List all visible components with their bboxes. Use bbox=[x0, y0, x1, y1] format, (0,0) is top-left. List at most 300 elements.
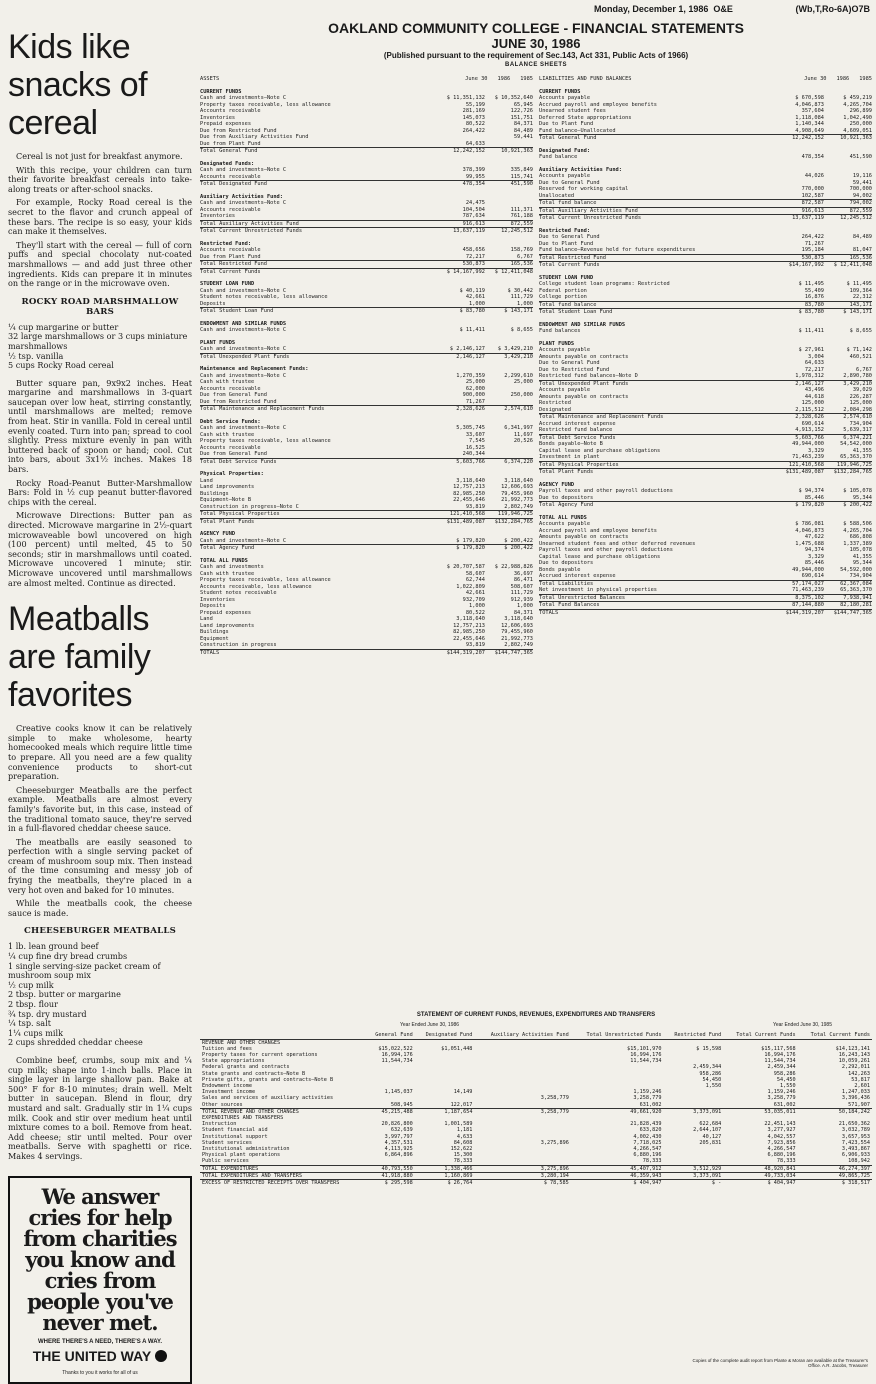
row-value-1985: 65,945 bbox=[513, 101, 533, 108]
a1-paras-item: For example, Rocky Road cereal is the secret to the flavor and crunch appeal of these bars. The recipe is so easy, your kids can make it themselves. bbox=[8, 197, 192, 237]
stmt-cell: 4,002,430 bbox=[633, 1133, 662, 1140]
balance-row bbox=[200, 544, 533, 552]
stmt-cell: 46,274,397 bbox=[798, 1165, 872, 1172]
row-value-1986: 94,374 bbox=[804, 547, 824, 553]
stmt-cell bbox=[474, 1039, 570, 1046]
a2-ing-item: 2 cups shredded cheddar cheese bbox=[8, 1037, 143, 1048]
article1-headline: Kids like snacks of cereal bbox=[8, 28, 148, 142]
row-label: Equipment—Note B bbox=[200, 497, 252, 503]
row-label: Total Current Funds bbox=[539, 262, 600, 268]
row-value-1986: 3,004 bbox=[808, 353, 824, 360]
row-value-1986: 3,118,640 bbox=[456, 477, 485, 484]
row-value-1986: 64,633 bbox=[465, 140, 485, 147]
stmt-cell: 3,997,797 bbox=[384, 1133, 413, 1140]
stmt-cell: 3,373,091 bbox=[664, 1172, 724, 1179]
row-value-1985: 122,726 bbox=[510, 108, 533, 114]
row-label: Total Unrestricted Balances bbox=[539, 594, 626, 601]
row-value-1985: 250,000 bbox=[510, 392, 533, 398]
stmt-cell: 2,459,344 bbox=[693, 1064, 722, 1071]
row-label: Accounts receivable bbox=[200, 385, 261, 392]
stmt-cell: State grants and contracts—Note B bbox=[202, 1070, 306, 1077]
row-value-1985: 84,371 bbox=[513, 609, 533, 616]
stmt-cell: $ 78,585 bbox=[474, 1180, 570, 1187]
row-value-1986: 1,140,344 bbox=[795, 121, 824, 127]
row-label: Amounts payable on contracts bbox=[539, 353, 629, 360]
row-value-1986: 71,267 bbox=[465, 398, 485, 405]
stmt-cell: 15,300 bbox=[453, 1152, 473, 1159]
stmt-cell: 205,831 bbox=[699, 1139, 722, 1146]
row-value-1985: 94,002 bbox=[852, 192, 872, 199]
row-value-1986: 4,046,873 bbox=[795, 527, 824, 534]
row-value-1986: 195,184 bbox=[801, 247, 824, 253]
row-value-1985: 65,363,370 bbox=[840, 454, 872, 460]
row-value-1986: $ 786,081 bbox=[795, 521, 824, 527]
row-value-1986: 2,328,626 bbox=[456, 406, 485, 412]
row-value-1985: 165,536 bbox=[849, 254, 872, 261]
row-value-1985: 12,606,693 bbox=[501, 622, 533, 629]
a1-ing-item: ½ tsp. vanilla bbox=[8, 350, 64, 361]
stmt-cell: 49,661,920 bbox=[571, 1108, 664, 1115]
row-value-1985: 1,000 bbox=[517, 603, 533, 609]
row-value-1986: 2,146,127 bbox=[456, 353, 485, 360]
row-value-1985: 226,287 bbox=[849, 393, 872, 400]
row-value-1985: 872,559 bbox=[510, 220, 533, 227]
row-value-1985: 6,767 bbox=[517, 253, 533, 260]
stmt-cell: 6,906,933 bbox=[841, 1152, 870, 1159]
row-value-1985: 12,606,693 bbox=[501, 484, 533, 490]
row-value-1985: $ 12,411,048 bbox=[833, 262, 872, 268]
row-value-1986: 932,709 bbox=[462, 596, 485, 603]
stmt-cell: 152,622 bbox=[450, 1146, 473, 1153]
stmt-cell bbox=[723, 1039, 797, 1046]
row-label: Due to depositors bbox=[539, 494, 594, 501]
row-label: CURRENT FUNDS bbox=[200, 88, 242, 95]
row-value-1986: $144,319,207 bbox=[785, 609, 824, 616]
stmt-cell: 1,159,246 bbox=[767, 1089, 796, 1096]
stmt-column-header: General Fund bbox=[366, 1032, 415, 1039]
row-value-1986: 85,446 bbox=[804, 560, 824, 566]
stmt-cell: 54,450 bbox=[702, 1076, 722, 1083]
stmt-cell: $1,051,448 bbox=[441, 1045, 473, 1052]
stmt-cell: 2,292,011 bbox=[841, 1064, 870, 1071]
row-value-1986: 104,504 bbox=[462, 206, 485, 213]
a2-dir-item: Combine beef, crumbs, soup mix and ¼ cup milk; shape into 1-inch balls. Place in single layer in large shallow pan. Bake at 500° F for 8-10 minutes; drain well. Melt butter in saucepan. Blend in flour, dry mustard and salt. Gradually stir in 1¼ cups milk. Cook and stir over medium heat until mixture comes to a boil. Remove from heat. Add cheese; stir until melted. Pour over meatballs. Serve with spaghetti or rice. Makes 4 servings. bbox=[8, 1054, 192, 1161]
stmt-cell: 14,149 bbox=[453, 1089, 473, 1096]
row-value-1985: 41,355 bbox=[852, 447, 872, 454]
row-value-1985: $ 200,422 bbox=[504, 537, 533, 544]
row-label: Designated bbox=[539, 406, 571, 413]
a2-ing-item: 1¼ cups milk bbox=[8, 1027, 63, 1038]
row-value-1985: 95,344 bbox=[852, 494, 872, 501]
page-header bbox=[206, 4, 870, 18]
row-label: AGENCY FUND bbox=[200, 531, 236, 537]
row-value-1986: 530,873 bbox=[801, 254, 824, 261]
row-value-1985: 79,455,960 bbox=[501, 629, 533, 635]
balance-sheets-title: BALANCE SHEETS bbox=[504, 62, 567, 68]
balance-row bbox=[200, 147, 533, 155]
row-value-1985: 508,607 bbox=[510, 583, 533, 590]
stmt-cell: 48,920,841 bbox=[723, 1165, 797, 1172]
row-value-1986: 49,944,000 bbox=[792, 441, 824, 447]
row-label: Due to depositors bbox=[539, 560, 594, 566]
row-value-1985: $ 459,219 bbox=[843, 95, 872, 101]
stmt-cell: 6,864,896 bbox=[384, 1152, 413, 1159]
row-label: Total Restricted Fund bbox=[200, 261, 267, 267]
article1-body bbox=[8, 152, 192, 289]
row-value-1986: 72,217 bbox=[804, 366, 824, 373]
row-value-1985: $ 12,411,048 bbox=[494, 268, 533, 275]
row-label: Investment in plant bbox=[539, 454, 600, 460]
stmt-cell: 2,601 bbox=[854, 1083, 870, 1090]
row-value-1986: 12,757,213 bbox=[453, 484, 485, 490]
a1-ing-item: 32 large marshmallows or 3 cups miniature marshmallows bbox=[8, 331, 188, 351]
row-label: PLANT FUNDS bbox=[200, 339, 236, 346]
row-label: Payroll taxes and other payroll deductions bbox=[539, 488, 673, 494]
row-label: Bonds payable bbox=[539, 566, 581, 573]
row-value-1986: 22,455,646 bbox=[453, 635, 485, 642]
row-label: Total Agency Fund bbox=[200, 545, 255, 551]
stmt-cell: Public services bbox=[202, 1158, 249, 1165]
row-value-1985: 22,312 bbox=[852, 294, 872, 300]
row-label: Accrued interest expense bbox=[539, 420, 616, 427]
row-label: Accounts payable bbox=[539, 95, 591, 101]
row-value-1986: 12,757,213 bbox=[453, 622, 485, 629]
stmt-cell: 53,817 bbox=[851, 1076, 870, 1083]
row-label: Due from Plant Fund bbox=[200, 253, 261, 260]
stmt-cell: $ 15,598 bbox=[696, 1045, 722, 1052]
row-value-1986: 71,463,239 bbox=[792, 454, 824, 460]
row-value-1985: 59,441 bbox=[852, 179, 872, 186]
row-value-1986: 102,587 bbox=[801, 192, 824, 199]
stmt-cell bbox=[474, 1158, 570, 1165]
row-value-1985: 54,542,000 bbox=[840, 441, 872, 447]
stmt-cell: 10,059,261 bbox=[838, 1058, 870, 1065]
row-value-1985: 3,429,210 bbox=[504, 353, 533, 360]
a1-dir-item: Butter square pan, 9x9x2 inches. Heat margarine and marshmallows in 3-quart saucepan over low heat, stirring constantly, until marshmallows are melted; remove from heat. Stir in vanilla. Fold in cereal until evenly coated. Turn into pan; spread to cool slightly. Press mixture evenly in pan with buttered back of spoon or hand; cool. Cut into bars, about 3x1½ inches. Makes 18 bars. bbox=[8, 377, 192, 475]
stmt-cell: REVENUE AND OTHER CHANGES bbox=[202, 1039, 281, 1046]
stmt-cell: $ 318,517 bbox=[798, 1180, 872, 1187]
a2-ing-item: 2 tbsp. butter or margarine bbox=[8, 989, 121, 1000]
row-value-1986: 264,422 bbox=[801, 234, 824, 240]
row-value-1986: 240,344 bbox=[462, 451, 485, 457]
row-value-1986: 5,603,766 bbox=[795, 434, 824, 441]
row-label: Total Maintenance and Replacement Funds bbox=[200, 406, 325, 412]
row-value-1986: 1,022,809 bbox=[456, 583, 485, 590]
ad-small-print: Thanks to you it works for all of us bbox=[62, 1369, 138, 1376]
balance-row bbox=[539, 413, 872, 421]
row-label: Accounts receivable bbox=[200, 108, 261, 114]
a2-paras-item: Cheeseburger Meatballs are the perfect example. Meatballs are almost every family's favorite but, in this case, instead of the traditional tomato sauce, they're served in a full-flavored cheddar cheese sauce. bbox=[8, 784, 192, 834]
row-value-1986: 916,613 bbox=[801, 207, 824, 214]
row-value-1985 bbox=[493, 141, 533, 148]
stmt-cell: 46,359,943 bbox=[571, 1172, 664, 1179]
row-value-1985: 111,729 bbox=[510, 590, 533, 596]
stmt-cell: 50,184,242 bbox=[798, 1108, 872, 1115]
balance-row bbox=[200, 227, 533, 235]
balance-row bbox=[200, 268, 533, 276]
row-value-1986: 378,399 bbox=[462, 167, 485, 173]
row-label: Cash and investments—Note C bbox=[200, 327, 287, 333]
row-value-1986: 3,329 bbox=[808, 447, 824, 454]
row-value-1985: 65,363,370 bbox=[840, 587, 872, 593]
row-value-1985: $ 105,078 bbox=[843, 488, 872, 494]
row-value-1985: $ 30,442 bbox=[507, 287, 533, 294]
stmt-cell bbox=[415, 1039, 475, 1046]
row-value-1985: 460,521 bbox=[849, 353, 872, 360]
balance-row bbox=[200, 518, 533, 526]
row-label: Land improvements bbox=[200, 622, 255, 629]
a2-ing-item: 1 single serving-size packet cream of mushroom soup mix bbox=[8, 960, 161, 981]
row-value-1985: 10,921,363 bbox=[501, 148, 533, 154]
row-label: CURRENT FUNDS bbox=[539, 88, 581, 95]
row-value-1986: 13,637,119 bbox=[453, 228, 485, 234]
row-value-1986: 13,637,119 bbox=[792, 215, 824, 221]
row-label: STUDENT LOAN FUND bbox=[539, 274, 594, 281]
row-label: Unearned student fees bbox=[539, 108, 606, 114]
row-value-1986: 264,422 bbox=[462, 127, 485, 134]
stmt-cell: Private gifts, grants and contracts—Note B bbox=[202, 1076, 334, 1083]
stmt-cell: 41,918,880 bbox=[366, 1172, 415, 1179]
ad-logo: THE UNITED WAY bbox=[16, 1348, 184, 1364]
row-label: Total Student Loan Fund bbox=[539, 309, 613, 315]
balance-row bbox=[539, 308, 872, 316]
stmt-cell: EXPENDITURES AND TRANSFERS bbox=[202, 1115, 284, 1122]
stmt-cell: 7,718,025 bbox=[633, 1139, 662, 1146]
row-value-1985: 296,899 bbox=[849, 108, 872, 114]
row-value-1985: 41,355 bbox=[852, 553, 872, 560]
row-value-1986: 58,607 bbox=[465, 570, 485, 577]
row-value-1985: 105,078 bbox=[849, 547, 872, 553]
row-value-1985: 4,609,051 bbox=[843, 127, 872, 134]
stmt-title: STATEMENT OF CURRENT FUNDS, REVENUES, EXPENDITURES AND TRANSFERS bbox=[416, 1012, 656, 1018]
row-value-1985: 20,526 bbox=[513, 438, 533, 444]
row-value-1985: 451,590 bbox=[849, 154, 872, 160]
row-value-1985: 84,489 bbox=[852, 234, 872, 240]
row-label: Student notes receivable, less allowance bbox=[200, 294, 328, 300]
row-label: Due to Plant Fund bbox=[539, 240, 594, 247]
row-value-1985: 2,299,610 bbox=[504, 372, 533, 379]
row-value-1985: 4,265,704 bbox=[843, 527, 872, 534]
row-label: Total Fund Balances bbox=[539, 602, 600, 608]
row-value-1986: $ 179,820 bbox=[456, 537, 485, 544]
row-label: Prepaid expenses bbox=[200, 609, 252, 616]
balance-row bbox=[200, 353, 533, 361]
row-label: Restricted fund balance bbox=[539, 427, 613, 433]
row-value-1986: 145,073 bbox=[462, 114, 485, 121]
stmt-column-header: Total Current Funds bbox=[723, 1032, 797, 1039]
stmt-cell: 22,451,143 bbox=[764, 1121, 796, 1128]
stmt-row bbox=[200, 1180, 872, 1187]
row-label: Inventories bbox=[200, 114, 236, 121]
row-value-1985: 119,946,725 bbox=[836, 461, 872, 468]
row-value-1986: 72,217 bbox=[465, 253, 485, 260]
stmt-cell: Physical plant operations bbox=[202, 1152, 281, 1159]
row-label: Total General Fund bbox=[200, 148, 258, 154]
row-label: Unearned student fees and other deferred revenues bbox=[539, 540, 696, 547]
article2-headline: Meatballs are family favorites bbox=[8, 600, 151, 715]
balance-row bbox=[539, 594, 872, 602]
row-value-1986: 1,978,312 bbox=[795, 373, 824, 379]
row-label: Physical Properties: bbox=[200, 471, 264, 477]
row-value-1985: 10,921,363 bbox=[840, 135, 872, 141]
row-value-1985: 1,337,389 bbox=[843, 540, 872, 547]
stmt-cell: 3,258,779 bbox=[767, 1095, 796, 1102]
stmt-cell bbox=[571, 1039, 664, 1046]
row-label: Property taxes receivable, less allowance bbox=[200, 577, 331, 583]
row-label: Cash and investments—Note C bbox=[200, 346, 287, 352]
balance-columns bbox=[200, 76, 872, 996]
stmt-cell: 6,880,196 bbox=[767, 1152, 796, 1159]
stmt-cell bbox=[664, 1102, 724, 1109]
row-label: Cash and investments—Note C bbox=[200, 167, 287, 173]
row-value-1985: 734,904 bbox=[849, 420, 872, 427]
a2-paras-item: The meatballs are easily seasoned to perfection with a single serving packet of cream of mushroom soup mix. Then instead of the time consuming and messy job of frying the meatballs, they're placed in a very hot oven and baked for 10 minutes. bbox=[8, 836, 192, 895]
row-value-1986: 42,661 bbox=[465, 590, 485, 596]
row-value-1986: 33,607 bbox=[465, 431, 485, 438]
row-value-1985: $ 143,171 bbox=[843, 309, 872, 315]
row-label: Due to General Fund bbox=[539, 234, 600, 240]
balance-row bbox=[539, 434, 872, 442]
row-value-1985: $ 10,352,640 bbox=[494, 95, 533, 101]
row-value-1986: $ 11,495 bbox=[798, 281, 824, 287]
row-value-1986: 47,622 bbox=[804, 534, 824, 540]
stmt-cell: 508,945 bbox=[390, 1101, 413, 1108]
row-value-1986: 458,656 bbox=[462, 247, 485, 253]
row-label: Total Physical Properties bbox=[539, 461, 619, 468]
row-value-1986: 1,118,084 bbox=[795, 114, 824, 121]
a1-paras-item: They'll start with the cereal — full of corn puffs and special chocolaty nut-coated marshmallows — and add just three other ingredients. Kids can prepare it in minutes on the range or in the microwave oven. bbox=[8, 239, 192, 289]
row-value-1985: 5,639,317 bbox=[843, 427, 872, 433]
stmt-cell: Student financial aid bbox=[202, 1127, 268, 1134]
row-value-1985: 734,904 bbox=[849, 573, 872, 579]
row-value-1985: 4,265,704 bbox=[843, 101, 872, 108]
row-value-1986: 770,000 bbox=[801, 186, 824, 192]
row-value-1986: 4,913,152 bbox=[795, 427, 824, 433]
row-value-1985: 250,000 bbox=[849, 121, 872, 127]
balance-row bbox=[539, 380, 872, 388]
stmt-cell: 3,493,867 bbox=[841, 1146, 870, 1153]
row-value-1985: 3,118,640 bbox=[504, 616, 533, 622]
stmt-column-header: Total Unrestricted Funds bbox=[571, 1032, 664, 1039]
stmt-cell: 631,002 bbox=[639, 1101, 662, 1108]
row-label: Total fund balance bbox=[539, 301, 597, 308]
row-label: Fund balances bbox=[539, 328, 581, 334]
row-value-1985: 2,802,749 bbox=[504, 642, 533, 648]
row-value-1986: 8,375,102 bbox=[795, 594, 824, 601]
row-value-1986: $ 11,411 bbox=[798, 328, 824, 334]
row-label: Total Physical Properties bbox=[200, 511, 280, 517]
stmt-cell: 3,657,953 bbox=[841, 1133, 870, 1140]
row-value-1986: $ 179,820 bbox=[795, 502, 824, 508]
row-value-1986: 55,199 bbox=[465, 101, 485, 108]
stmt-cell: 1,550 bbox=[779, 1083, 796, 1090]
stmt-cell: 4,266,547 bbox=[633, 1146, 662, 1153]
stmt-cell: 3,280,194 bbox=[474, 1172, 570, 1179]
balance-row bbox=[200, 649, 533, 657]
stmt-cell: 1,159,246 bbox=[633, 1089, 662, 1096]
stmt-cell: 16,994,176 bbox=[630, 1052, 662, 1059]
row-value-1986: 121,410,568 bbox=[449, 511, 485, 517]
stmt-cell: Federal grants and contracts bbox=[202, 1064, 290, 1071]
stmt-cell: 54,450 bbox=[776, 1076, 796, 1083]
row-value-1986: $ 20,707,587 bbox=[446, 564, 485, 570]
row-value-1986: $ 670,598 bbox=[795, 95, 824, 101]
a2-paras-item: While the meatballs cook, the cheese sauce is made. bbox=[8, 898, 192, 918]
row-value-1986: 82,985,250 bbox=[453, 490, 485, 497]
row-label: Capital lease and purchase obligations bbox=[539, 553, 661, 560]
row-value-1985: 794,002 bbox=[849, 200, 872, 206]
row-value-1985: 6,374,220 bbox=[504, 458, 533, 465]
balance-row bbox=[200, 458, 533, 466]
row-value-1986: $ 11,411 bbox=[459, 327, 485, 333]
row-value-1986: 916,613 bbox=[462, 220, 485, 227]
stmt-cell: 3,275,896 bbox=[540, 1139, 569, 1146]
stmt-cell: 21,828,439 bbox=[630, 1121, 662, 1128]
stmt-column-header: Total Current Funds bbox=[798, 1032, 872, 1039]
row-value-1985: 761,188 bbox=[510, 213, 533, 219]
stmt-cell: EXCESS OF RESTRICTED RECEIPTS OVER TRANSFERS bbox=[200, 1180, 366, 1187]
row-value-1986: 24,475 bbox=[465, 200, 485, 206]
row-label: Accounts receivable bbox=[200, 247, 261, 253]
a1-ing-item: ¼ cup margarine or butter bbox=[8, 321, 119, 332]
stmt-cell: 4,042,557 bbox=[767, 1133, 796, 1140]
article2-recipe-title: CHEESEBURGER MEATBALLS bbox=[23, 926, 177, 937]
a2-paras-item: Creative cooks know it can be relatively simple to make wholesome, hearty homecooked meals which require little time to prepare. All you need are a few quality convenience products to short-cut preparation. bbox=[8, 723, 192, 782]
row-label: Total fund balance bbox=[539, 200, 597, 206]
row-label: PLANT FUNDS bbox=[539, 340, 575, 347]
row-label: Cash and investments—Note C bbox=[200, 425, 287, 431]
balance-row bbox=[200, 220, 533, 228]
row-label: Cash and investments bbox=[200, 564, 264, 570]
header-code: (Wb,T,Ro-6A)O7B bbox=[795, 4, 870, 14]
stmt-cell: Endowment income bbox=[202, 1083, 252, 1090]
statement-current-funds bbox=[200, 1012, 872, 1186]
stmt-cell: $ - bbox=[664, 1180, 724, 1187]
row-value-1986: 12,242,152 bbox=[792, 135, 824, 141]
stmt-cell: 571,907 bbox=[848, 1101, 870, 1108]
row-value-1986: 1,475,688 bbox=[795, 540, 824, 547]
stmt-cell: 78,333 bbox=[453, 1158, 473, 1165]
row-label: Restricted Fund: bbox=[200, 240, 252, 247]
stmt-column-header bbox=[200, 1032, 366, 1039]
row-value-1986: $ 83,780 bbox=[798, 309, 824, 315]
row-value-1985: 1,042,490 bbox=[843, 114, 872, 121]
row-value-1985: 125,000 bbox=[849, 400, 872, 406]
a1-paras-item: With this recipe, your children can turn their favorite breakfast cereals into take-along treats or after-school snacks. bbox=[8, 164, 192, 194]
row-label: Total Designated Fund bbox=[200, 181, 267, 187]
row-value-1986: 57,174,027 bbox=[792, 580, 824, 587]
row-value-1986: 64,633 bbox=[804, 360, 824, 366]
stmt-cell: 45,215,488 bbox=[366, 1108, 415, 1115]
row-value-1985: 12,245,512 bbox=[501, 228, 533, 234]
row-value-1985: 1,000 bbox=[517, 300, 533, 307]
left-column bbox=[8, 28, 192, 1376]
stmt-cell: 1,181 bbox=[456, 1127, 473, 1134]
fin-footnote: Copies of the complete audit report from Plante & Moran are available at the Treasurer's Office. A.R. Jacobs, Treasurer bbox=[692, 1358, 868, 1368]
stmt-cell: 3,258,779 bbox=[540, 1095, 569, 1102]
row-label: Due to General Fund bbox=[539, 179, 600, 186]
row-value-1986: 62,000 bbox=[465, 385, 485, 392]
row-value-1985: 59,441 bbox=[513, 134, 533, 140]
financial-statements bbox=[200, 20, 872, 1372]
balance-row bbox=[539, 580, 872, 588]
row-value-1986: 12,242,152 bbox=[453, 148, 485, 154]
row-label: Deposits bbox=[200, 603, 226, 609]
row-value-1986: 4,046,873 bbox=[795, 101, 824, 108]
row-value-1986: 5,305,745 bbox=[456, 425, 485, 431]
row-label: Deposits bbox=[200, 300, 226, 307]
row-value-1986: $ 11,351,132 bbox=[446, 95, 485, 101]
